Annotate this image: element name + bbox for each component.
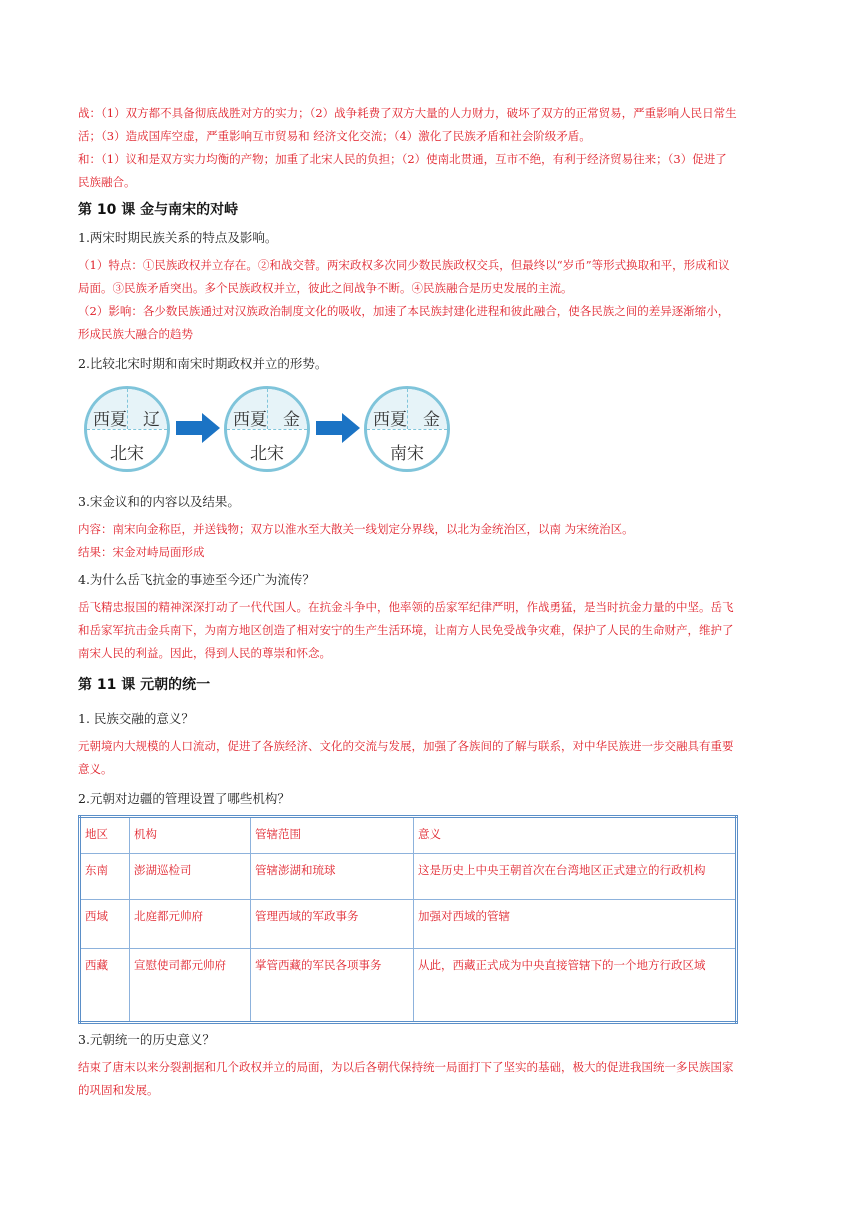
lesson11-title: 第 11 课 元朝的统一 <box>78 677 211 693</box>
table-cell: 管辖澎湖和琉球 <box>251 854 414 900</box>
table-cell: 加强对西域的管辖 <box>414 900 737 949</box>
lesson10-question-4: 4.为什么岳飞抗金的事迹至今还广为流传？ <box>78 572 315 587</box>
lesson11-question-2: 2.元朝对边疆的管理设置了哪些机构？ <box>78 791 290 806</box>
table-header: 意义 <box>414 817 737 854</box>
table-cell: 北庭都元帅府 <box>130 900 251 949</box>
table-cell: 宣慰使司都元帅府 <box>130 949 251 1023</box>
circle-northern-song-liao <box>84 386 170 472</box>
table-cell: 管理西域的军政事务 <box>251 900 414 949</box>
circle-label: 金 <box>283 410 300 430</box>
table-cell: 西藏 <box>80 949 130 1023</box>
document-page <box>78 102 738 1102</box>
circle-northern-song-jin <box>224 386 310 472</box>
circle-label: 西夏 <box>373 410 407 430</box>
table-header-row <box>80 817 737 854</box>
lesson10-question-3: 3.宋金议和的内容以及结果。 <box>78 494 240 509</box>
table-cell: 西域 <box>80 900 130 949</box>
lesson11-answer-3: 结束了唐末以来分裂割据和几个政权并立的局面，为以后各朝代保持统一局面打下了坚实的基础，极大的促进我国统一多民族国家的巩固和发展。 <box>78 1060 734 1097</box>
lesson10-answer-1-impact: （2）影响：各少数民族通过对汉族政治制度文化的吸收，加速了本民族封建化进程和彼此融合，使各民族之间的差异逐渐缩小，形成民族大融合的趋势 <box>78 304 730 341</box>
circle-label: 西夏 <box>233 410 267 430</box>
table-row <box>80 854 737 900</box>
lesson10-answer-4: 岳飞精忠报国的精神深深打动了一代代国人。在抗金斗争中，他率领的岳家军纪律严明，作战勇猛，是当时抗金力量的中坚。岳飞和岳家军抗击金兵南下，为南方地区创造了相对安宁的生产生活环境，让南方人民免受战争灾难，保护了人民的生命财产，维护了南宋人民的利益。因此，得到人民的尊崇和怀念。 <box>78 600 734 660</box>
lesson10-title: 第 10 课 金与南宋的对峙 <box>78 202 239 218</box>
lesson10-answer-3-result: 结果：宋金对峙局面形成 <box>78 545 205 559</box>
regime-comparison-diagram <box>84 380 504 490</box>
lesson10-answer-1-features: （1）特点：①民族政权并立存在。②和战交替。两宋政权多次同少数民族政权交兵，但最终以“岁币”等形式换取和平，形成和议局面。③民族矛盾突出。多个民族政权并立，彼此之间战争不断。④民族融合是历史发展的主流。 <box>78 258 730 295</box>
right-arrow-icon <box>316 413 360 443</box>
table-header: 管辖范围 <box>251 817 414 854</box>
table-row <box>80 900 737 949</box>
table-header: 地区 <box>80 817 130 854</box>
circle-label: 北宋 <box>250 444 284 464</box>
circle-label: 辽 <box>143 410 160 430</box>
lesson11-answer-1: 元朝境内大规模的人口流动，促进了各族经济、文化的交流与发展，加强了各族间的了解与联系，对中华民族进一步交融具有重要意义。 <box>78 739 734 776</box>
peace-paragraph: 和：（1）议和是双方实力均衡的产物；加重了北宋人民的负担；（2）使南北贯通，互市不绝，有利于经济贸易往来；（3）促进了民族融合。 <box>78 152 727 189</box>
table-cell: 东南 <box>80 854 130 900</box>
frontier-administration-table <box>78 815 738 1024</box>
lesson10-question-1: 1.两宋时期民族关系的特点及影响。 <box>78 230 278 245</box>
circle-label: 南宋 <box>390 444 424 464</box>
table-row <box>80 949 737 1023</box>
table-cell: 澎湖巡检司 <box>130 854 251 900</box>
table-cell: 这是历史上中央王朝首次在台湾地区正式建立的行政机构 <box>414 854 737 900</box>
war-paragraph: 战：（1）双方都不具备彻底战胜对方的实力；（2）战争耗费了双方大量的人力财力，破坏了双方的正常贸易，严重影响人民日常生活；（3）造成国库空虚，严重影响互市贸易和 经济文化交流；（4）激化了民族矛盾和社会阶级矛盾。 <box>78 106 737 143</box>
table-header: 机构 <box>130 817 251 854</box>
circle-southern-song-jin <box>364 386 450 472</box>
table-cell: 掌管西藏的军民各项事务 <box>251 949 414 1023</box>
lesson10-question-2: 2.比较北宋时期和南宋时期政权并立的形势。 <box>78 356 328 371</box>
circle-label: 金 <box>423 410 440 430</box>
lesson11-question-3: 3.元朝统一的历史意义？ <box>78 1032 215 1047</box>
lesson10-answer-3-content: 内容：南宋向金称臣，并送钱物；双方以淮水至大散关一线划定分界线，以北为金统治区，以南 为宋统治区。 <box>78 522 634 536</box>
right-arrow-icon <box>176 413 220 443</box>
lesson11-question-1: 1. 民族交融的意义？ <box>78 711 194 726</box>
table-cell: 从此，西藏正式成为中央直接管辖下的一个地方行政区域 <box>414 949 737 1023</box>
circle-label: 北宋 <box>110 444 144 464</box>
circle-label: 西夏 <box>93 410 127 430</box>
